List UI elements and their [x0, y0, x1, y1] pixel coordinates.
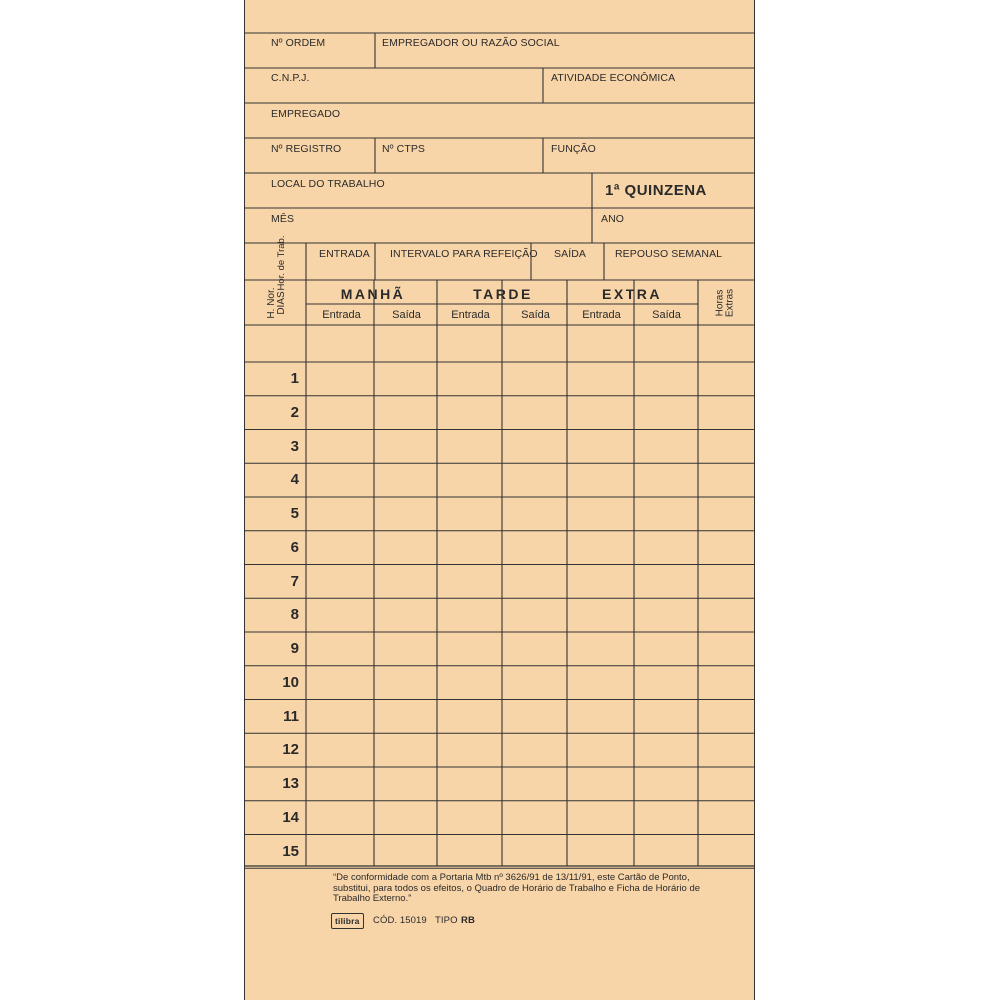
field-local: LOCAL DO TRABALHO	[271, 178, 385, 190]
day-number: 13	[282, 775, 299, 792]
field-n-ctps: Nº CTPS	[382, 143, 426, 155]
field-n-ordem: Nº ORDEM	[271, 37, 326, 49]
day-number: 4	[290, 471, 299, 489]
extra-header: EXTRA	[602, 286, 662, 302]
schedule-intervalo: INTERVALO PARA REFEIÇÃO	[390, 248, 538, 260]
tarde-header: TARDE	[473, 286, 533, 302]
day-number: 10	[282, 673, 299, 691]
extra-entrada: Entrada	[582, 309, 621, 321]
field-funcao: FUNÇÃO	[551, 143, 596, 155]
horas-extras-header: Horas Extras	[714, 288, 736, 318]
hor-trab-label: Hor. de Trab.	[276, 235, 287, 291]
tipo-label: TIPO	[435, 915, 458, 926]
field-empregador: EMPREGADOR OU RAZÃO SOCIAL	[382, 37, 560, 49]
day-number: 14	[282, 808, 299, 826]
tilibra-logo: tilibra	[331, 913, 364, 929]
manha-header: MANHÃ	[340, 286, 406, 302]
tarde-saida: Saída	[521, 309, 550, 321]
day-number: 2	[290, 403, 299, 421]
field-empregado: EMPREGADO	[271, 108, 341, 120]
schedule-entrada: ENTRADA	[319, 248, 370, 260]
quinzena-label: 1ª QUINZENA	[605, 182, 707, 199]
day-number: 12	[282, 741, 299, 759]
day-number: 11	[283, 707, 299, 725]
field-cnpj: C.N.P.J.	[271, 72, 310, 84]
portaria-notice: “De conformidade com a Portaria Mtb nº 3626/91 de 13/11/91, este Cartão de Ponto, substitui, para todos os efeitos, o Quadro de Horário de Trabalho e Ficha de Horário de Trabalho Externo.”	[333, 872, 701, 904]
tipo-value: RB	[461, 915, 475, 926]
field-mes: MÊS	[271, 213, 295, 225]
day-number: 6	[290, 538, 299, 556]
tarde-entrada: Entrada	[451, 309, 490, 321]
day-number: 7	[290, 572, 299, 590]
manha-saida: Saída	[392, 309, 421, 321]
day-number: 5	[290, 505, 299, 522]
day-number: 8	[290, 606, 299, 624]
day-number: 1	[290, 370, 299, 387]
schedule-saida: SAÍDA	[554, 248, 587, 260]
manha-entrada: Entrada	[322, 309, 361, 321]
field-ano: ANO	[601, 213, 625, 225]
field-n-registro: Nº REGISTRO	[271, 143, 342, 155]
field-atividade: ATIVIDADE ECONÔMICA	[551, 72, 676, 84]
day-number: 9	[290, 640, 299, 657]
schedule-repouso: REPOUSO SEMANAL	[615, 248, 723, 260]
day-number: 15	[282, 842, 299, 860]
product-code: CÓD. 15019	[373, 915, 427, 926]
extra-saida: Saída	[652, 309, 681, 321]
dias-header: H. Nor. DIAS	[266, 287, 287, 319]
day-number: 3	[290, 437, 299, 455]
